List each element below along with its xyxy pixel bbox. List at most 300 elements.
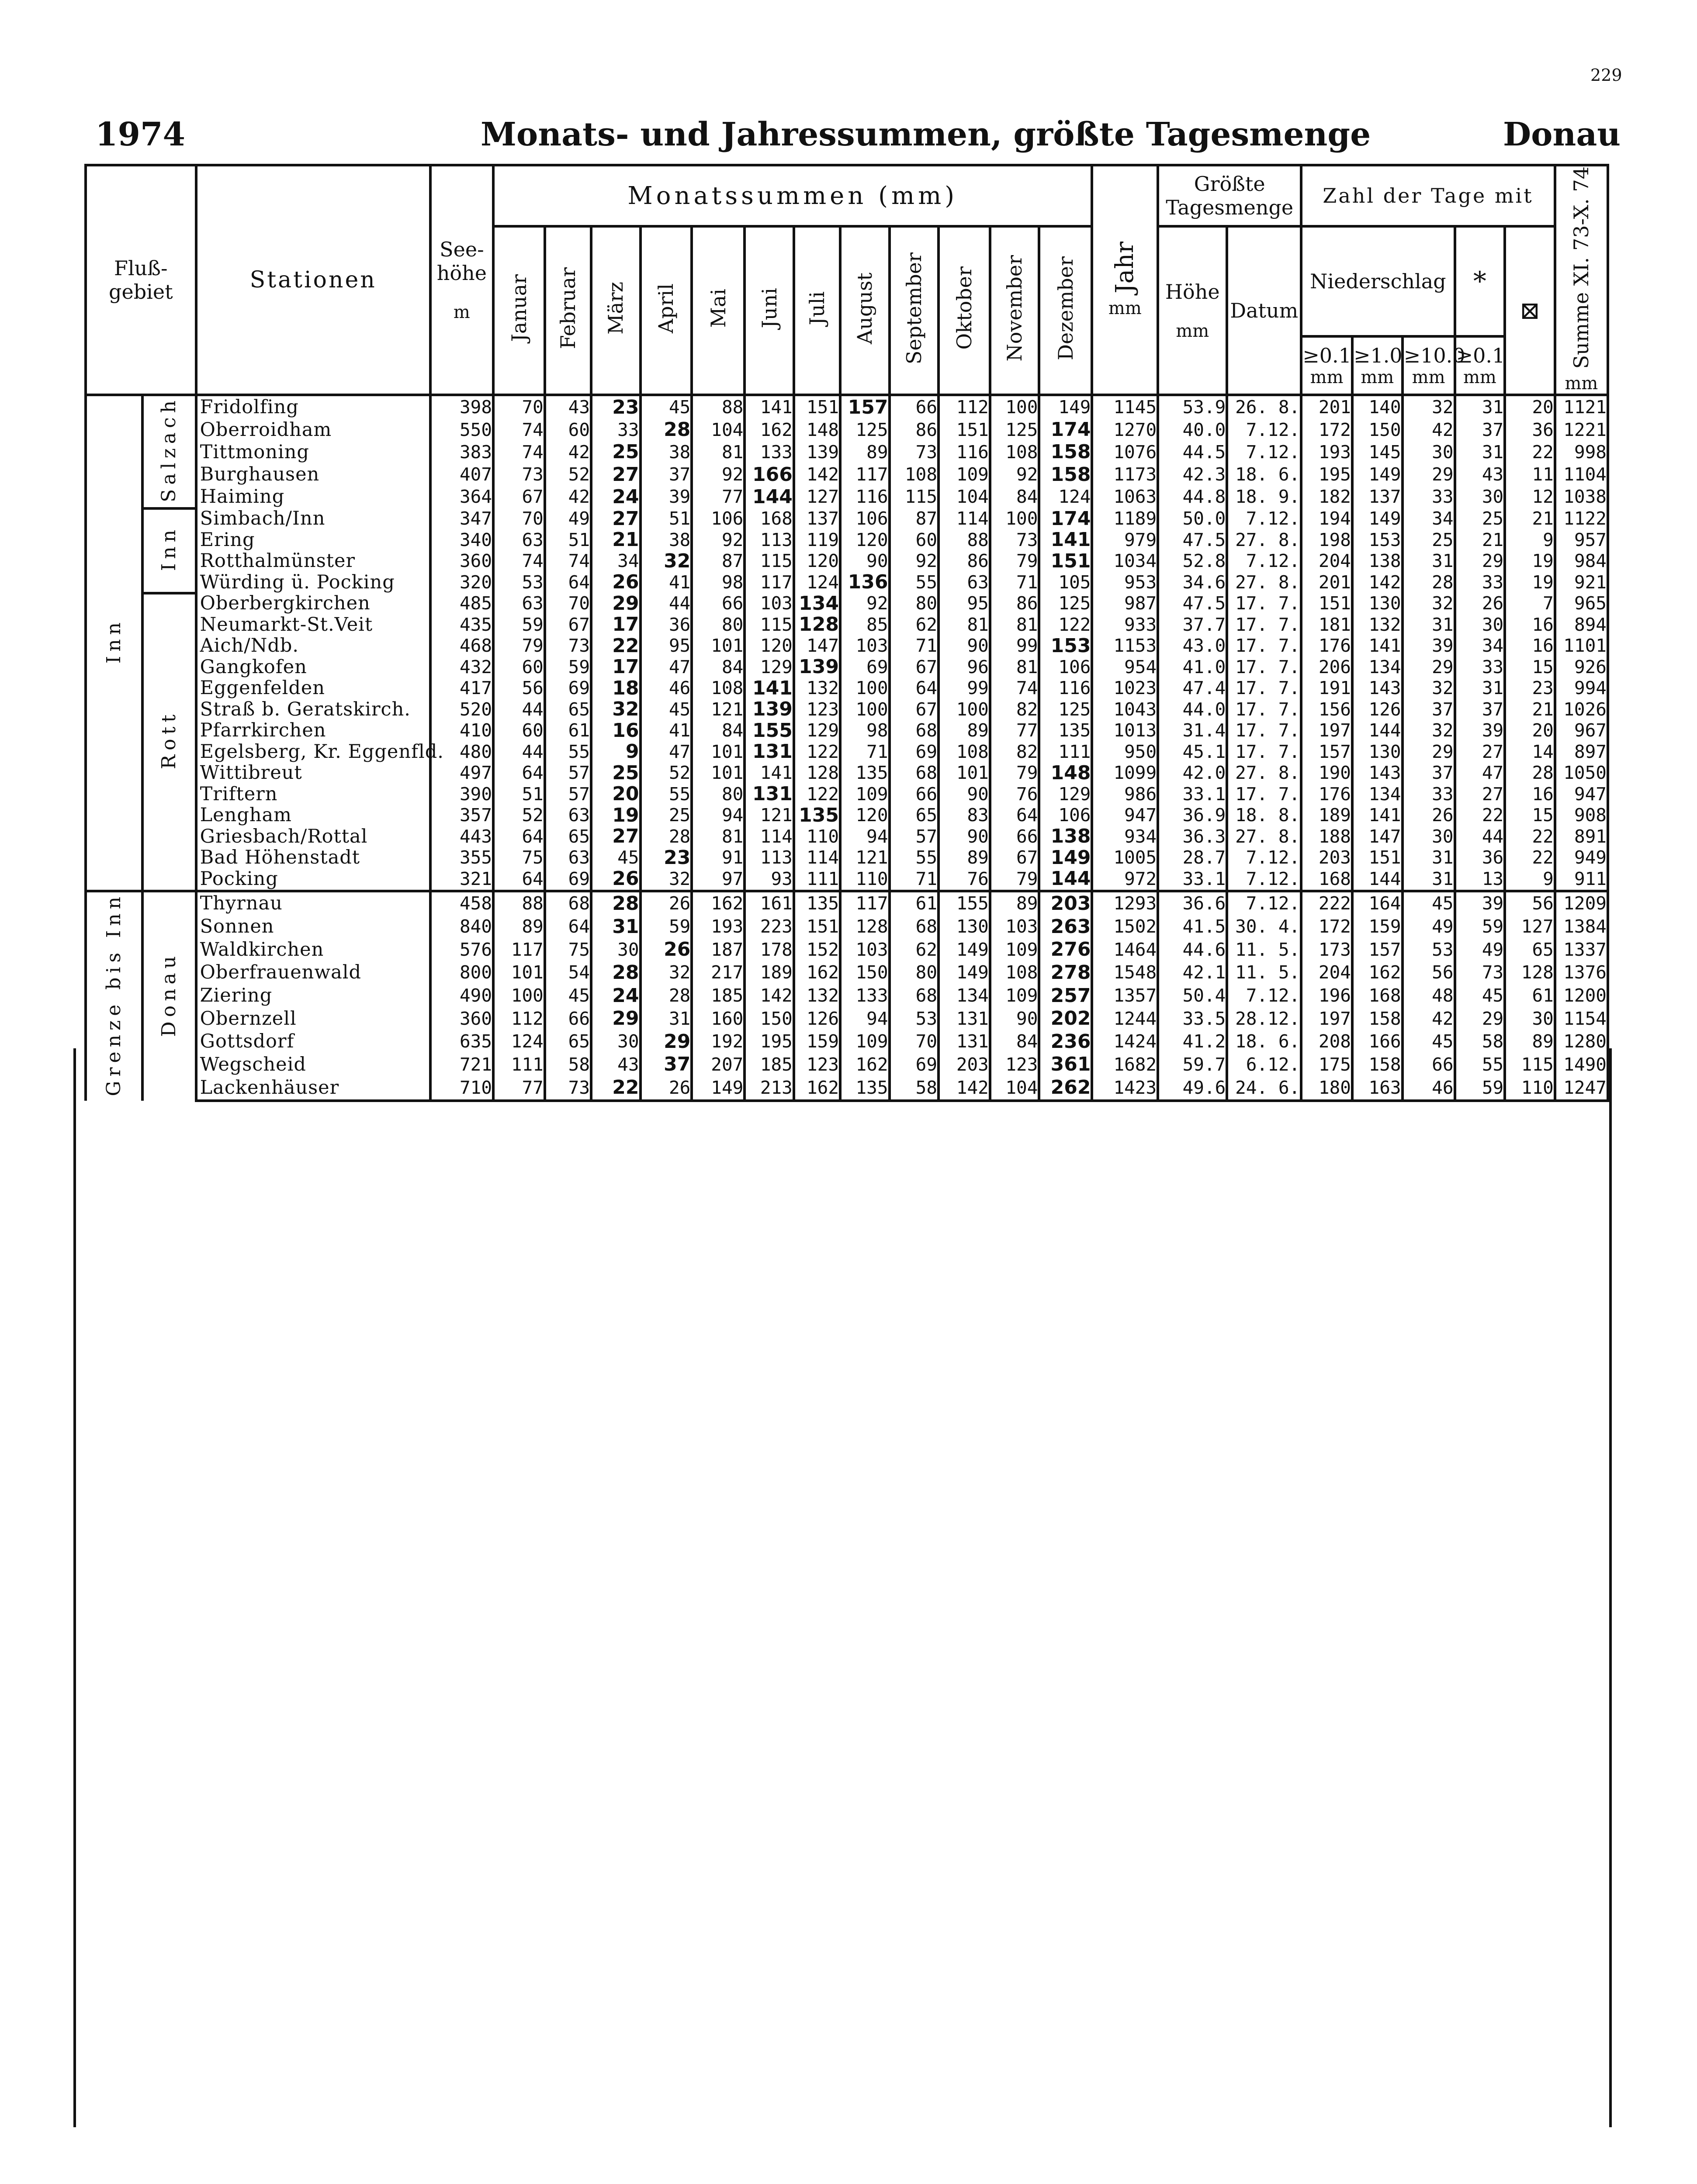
month-value — [591, 1007, 641, 1030]
month-value — [745, 784, 794, 805]
col-groesste: Größte Tagesmenge — [1158, 165, 1301, 226]
station-name: Egelsberg, Kr. Eggenfld. — [196, 741, 430, 763]
max-daily: 47.4 — [1158, 678, 1227, 699]
elevation: 480 — [430, 741, 493, 763]
year-total: 1034 — [1092, 551, 1158, 572]
month-value: 155 — [939, 891, 990, 916]
max-date: 18. 6. — [1227, 1030, 1301, 1054]
highlight-value: 24 — [612, 984, 639, 1007]
max-date: 7.12. — [1227, 419, 1301, 441]
days-snowcover: 9 — [1505, 529, 1555, 551]
days-100: 53 — [1403, 938, 1455, 961]
highlight-value: 134 — [799, 592, 839, 615]
days-10: 149 — [1352, 508, 1403, 530]
month-value: 152 — [794, 938, 840, 961]
month-value: 90 — [840, 551, 890, 572]
month-value — [1039, 508, 1092, 530]
highlight-value: 139 — [752, 698, 793, 721]
highlight-value: 166 — [752, 463, 793, 486]
days-100: 42 — [1403, 419, 1455, 441]
month-value: 51 — [545, 529, 591, 551]
highlight-value: 27 — [612, 825, 639, 848]
days-snow: 30 — [1455, 614, 1505, 636]
month-value — [794, 805, 840, 826]
max-date: 24. 6. — [1227, 1076, 1301, 1101]
month-value: 95 — [641, 636, 692, 657]
year-total: 1153 — [1092, 636, 1158, 657]
month-value — [641, 1030, 692, 1054]
month-value: 121 — [692, 699, 745, 720]
hydro-year-sum: 984 — [1555, 551, 1608, 572]
month-value: 60 — [493, 657, 545, 678]
year-total: 950 — [1092, 741, 1158, 763]
max-daily: 37.7 — [1158, 614, 1227, 636]
highlight-value: 141 — [752, 677, 793, 699]
days-snow: 39 — [1455, 720, 1505, 742]
elevation: 800 — [430, 961, 493, 985]
month-value: 55 — [545, 741, 591, 763]
hydro-year-sum: 1221 — [1555, 419, 1608, 441]
month-value: 84 — [692, 720, 745, 742]
month-value: 66 — [692, 593, 745, 615]
days-100: 29 — [1403, 741, 1455, 763]
month-value: 67 — [890, 699, 939, 720]
group-donau-label: Donau — [158, 951, 180, 1037]
station-name: Thyrnau — [196, 891, 430, 916]
table-row — [86, 868, 1608, 891]
group-inn-sub-label: Inn — [158, 525, 180, 571]
station-name: Lackenhäuser — [196, 1076, 430, 1101]
month-value: 120 — [840, 529, 890, 551]
max-date: 7.12. — [1227, 551, 1301, 572]
month-value: 116 — [939, 441, 990, 463]
month-value: 26 — [641, 1076, 692, 1101]
station-name: Gangkofen — [196, 657, 430, 678]
year-total: 1424 — [1092, 1030, 1158, 1054]
max-daily: 59.7 — [1158, 1053, 1227, 1076]
elevation: 721 — [430, 1053, 493, 1076]
month-value: 128 — [840, 916, 890, 939]
month-value — [1039, 1007, 1092, 1030]
hydro-year-sum: 1104 — [1555, 463, 1608, 486]
days-100: 37 — [1403, 763, 1455, 784]
month-value: 108 — [890, 463, 939, 486]
highlight-value: 29 — [664, 1030, 691, 1053]
month-value: 65 — [545, 699, 591, 720]
max-date: 17. 7. — [1227, 636, 1301, 657]
month-value: 36 — [641, 614, 692, 636]
days-snowcover: 19 — [1505, 551, 1555, 572]
month-value: 79 — [990, 763, 1039, 784]
month-value: 129 — [794, 720, 840, 742]
days-snow: 39 — [1455, 891, 1505, 916]
month-value: 41 — [641, 720, 692, 742]
hydro-year-sum: 1122 — [1555, 508, 1608, 530]
highlight-value: 174 — [1050, 507, 1091, 530]
month-value: 33 — [591, 419, 641, 441]
col-hoehe: Höhe mm — [1158, 226, 1227, 395]
month-value: 93 — [745, 868, 794, 891]
month-value: 88 — [939, 529, 990, 551]
days-snow: 25 — [1455, 508, 1505, 530]
days-01: 204 — [1301, 551, 1352, 572]
year-total: 979 — [1092, 529, 1158, 551]
days-100: 33 — [1403, 486, 1455, 508]
days-snow: 29 — [1455, 551, 1505, 572]
max-daily: 50.0 — [1158, 508, 1227, 530]
month-value: 61 — [545, 720, 591, 742]
days-100: 30 — [1403, 826, 1455, 847]
max-daily: 41.2 — [1158, 1030, 1227, 1054]
month-value: 86 — [990, 593, 1039, 615]
month-value: 122 — [1039, 614, 1092, 636]
month-value: 103 — [840, 938, 890, 961]
month-value: 55 — [641, 784, 692, 805]
max-daily: 42.0 — [1158, 763, 1227, 784]
col-th2: ≥1.0 mm — [1352, 336, 1403, 395]
month-value: 131 — [939, 1030, 990, 1054]
hydro-year-sum: 1490 — [1555, 1053, 1608, 1076]
days-10: 151 — [1352, 847, 1403, 869]
days-01: 181 — [1301, 614, 1352, 636]
month-value — [1039, 463, 1092, 486]
month-value — [794, 614, 840, 636]
month-value: 83 — [939, 805, 990, 826]
month-value: 82 — [990, 699, 1039, 720]
group-inn — [86, 395, 142, 891]
month-value: 117 — [745, 572, 794, 593]
days-snowcover: 20 — [1505, 395, 1555, 418]
month-value: 30 — [591, 1030, 641, 1054]
month-value: 44 — [641, 593, 692, 615]
month-value: 52 — [641, 763, 692, 784]
month-value: 134 — [939, 984, 990, 1007]
days-snow: 47 — [1455, 763, 1505, 784]
month-value: 110 — [794, 826, 840, 847]
days-snowcover: 16 — [1505, 636, 1555, 657]
month-value: 53 — [890, 1007, 939, 1030]
month-value: 135 — [794, 891, 840, 916]
month-value — [745, 463, 794, 486]
month-value — [1039, 916, 1092, 939]
month-value: 121 — [840, 847, 890, 869]
hydro-year-sum: 897 — [1555, 741, 1608, 763]
month-value: 137 — [794, 508, 840, 530]
month-value — [591, 741, 641, 763]
max-daily: 43.0 — [1158, 636, 1227, 657]
month-value: 149 — [939, 961, 990, 985]
month-value: 100 — [840, 678, 890, 699]
elevation: 458 — [430, 891, 493, 916]
month-value — [641, 938, 692, 961]
month-value: 70 — [545, 593, 591, 615]
days-100: 31 — [1403, 614, 1455, 636]
highlight-value: 136 — [848, 571, 888, 594]
days-10: 130 — [1352, 593, 1403, 615]
month-value: 81 — [939, 614, 990, 636]
days-10: 157 — [1352, 938, 1403, 961]
days-100: 25 — [1403, 529, 1455, 551]
month-september: September — [890, 226, 939, 395]
month-value: 113 — [745, 847, 794, 869]
month-value: 117 — [840, 463, 890, 486]
month-value: 75 — [545, 938, 591, 961]
table-row — [86, 463, 1608, 486]
station-name: Ering — [196, 529, 430, 551]
month-value — [840, 395, 890, 418]
highlight-value: 158 — [1050, 441, 1091, 463]
month-value — [794, 593, 840, 615]
days-10: 132 — [1352, 614, 1403, 636]
days-10: 137 — [1352, 486, 1403, 508]
station-name: Burghausen — [196, 463, 430, 486]
month-value: 151 — [794, 395, 840, 418]
month-value: 43 — [591, 1053, 641, 1076]
month-value: 59 — [545, 657, 591, 678]
month-value: 58 — [545, 1053, 591, 1076]
days-10: 126 — [1352, 699, 1403, 720]
days-snowcover: 19 — [1505, 572, 1555, 593]
days-01: 222 — [1301, 891, 1352, 916]
hydro-year-sum: 965 — [1555, 593, 1608, 615]
block-grenze — [86, 891, 1608, 1101]
max-date: 7.12. — [1227, 441, 1301, 463]
max-date: 27. 8. — [1227, 826, 1301, 847]
days-snowcover: 9 — [1505, 868, 1555, 891]
max-date: 27. 8. — [1227, 763, 1301, 784]
month-value: 59 — [641, 916, 692, 939]
max-daily: 41.5 — [1158, 916, 1227, 939]
month-value: 115 — [890, 486, 939, 508]
month-value: 106 — [1039, 805, 1092, 826]
highlight-value: 144 — [752, 485, 793, 508]
month-juni: Juni — [745, 226, 794, 395]
max-daily: 42.1 — [1158, 961, 1227, 985]
elevation: 398 — [430, 395, 493, 418]
elevation: 576 — [430, 938, 493, 961]
month-value: 73 — [493, 463, 545, 486]
max-date: 27. 8. — [1227, 529, 1301, 551]
month-value: 149 — [1039, 395, 1092, 418]
month-value: 74 — [493, 441, 545, 463]
days-100: 31 — [1403, 847, 1455, 869]
month-value: 97 — [692, 868, 745, 891]
days-10: 144 — [1352, 720, 1403, 742]
month-value: 95 — [939, 593, 990, 615]
col-seehoehe: See-höhe m — [430, 165, 493, 395]
month-value: 100 — [939, 699, 990, 720]
hydro-year-sum: 1101 — [1555, 636, 1608, 657]
month-value: 49 — [545, 508, 591, 530]
month-value: 101 — [692, 636, 745, 657]
month-value: 87 — [890, 508, 939, 530]
month-value: 65 — [545, 1030, 591, 1054]
days-snowcover: 12 — [1505, 486, 1555, 508]
col-zahl-tage: Zahl der Tage mit — [1301, 165, 1555, 226]
month-value: 62 — [890, 938, 939, 961]
table-row — [86, 419, 1608, 441]
month-value: 112 — [939, 395, 990, 418]
station-name: Oberbergkirchen — [196, 593, 430, 615]
month-value: 108 — [939, 741, 990, 763]
month-value: 60 — [545, 419, 591, 441]
highlight-value: 25 — [612, 441, 639, 463]
month-value: 75 — [493, 847, 545, 869]
month-value: 56 — [493, 678, 545, 699]
year-total: 1502 — [1092, 916, 1158, 939]
days-10: 153 — [1352, 529, 1403, 551]
highlight-value: 31 — [612, 915, 639, 938]
month-value: 54 — [545, 961, 591, 985]
max-daily: 49.6 — [1158, 1076, 1227, 1101]
highlight-value: 27 — [612, 463, 639, 486]
days-01: 168 — [1301, 868, 1352, 891]
hydro-year-sum: 1154 — [1555, 1007, 1608, 1030]
group-rott — [142, 593, 196, 891]
month-value — [745, 699, 794, 720]
days-10: 130 — [1352, 741, 1403, 763]
table-row — [86, 763, 1608, 784]
month-value: 150 — [745, 1007, 794, 1030]
month-value: 47 — [641, 657, 692, 678]
hydro-year-sum: 1280 — [1555, 1030, 1608, 1054]
month-value: 69 — [545, 868, 591, 891]
station-name: Waldkirchen — [196, 938, 430, 961]
days-10: 158 — [1352, 1053, 1403, 1076]
days-100: 42 — [1403, 1007, 1455, 1030]
month-value: 149 — [692, 1076, 745, 1101]
month-value: 89 — [840, 441, 890, 463]
group-inn-sub — [142, 508, 196, 593]
month-value: 120 — [840, 805, 890, 826]
station-name: Wittibreut — [196, 763, 430, 784]
elevation: 355 — [430, 847, 493, 869]
station-name: Obernzell — [196, 1007, 430, 1030]
highlight-value: 141 — [1050, 529, 1091, 551]
month-value: 126 — [794, 1007, 840, 1030]
month-value: 116 — [840, 486, 890, 508]
highlight-value: 26 — [612, 867, 639, 890]
group-grenze-label: Grenze bis Inn — [103, 892, 125, 1096]
table-row — [86, 916, 1608, 939]
highlight-value: 20 — [612, 783, 639, 805]
station-name: Sonnen — [196, 916, 430, 939]
year-total: 953 — [1092, 572, 1158, 593]
month-value: 90 — [939, 636, 990, 657]
month-value — [591, 395, 641, 418]
month-value: 67 — [890, 657, 939, 678]
station-name: Oberfrauenwald — [196, 961, 430, 985]
month-value: 25 — [641, 805, 692, 826]
table-row — [86, 678, 1608, 699]
month-value — [591, 593, 641, 615]
month-value: 185 — [745, 1053, 794, 1076]
table-row — [86, 784, 1608, 805]
month-value: 68 — [890, 720, 939, 742]
days-01: 197 — [1301, 720, 1352, 742]
max-date: 6.12. — [1227, 1053, 1301, 1076]
month-value: 90 — [990, 1007, 1039, 1030]
days-01: 157 — [1301, 741, 1352, 763]
max-date: 18. 6. — [1227, 463, 1301, 486]
month-value — [840, 572, 890, 593]
days-100: 37 — [1403, 699, 1455, 720]
days-snow: 45 — [1455, 984, 1505, 1007]
station-name: Gottsdorf — [196, 1030, 430, 1054]
group-grenze — [86, 891, 142, 1101]
days-snowcover: 36 — [1505, 419, 1555, 441]
month-value: 139 — [794, 441, 840, 463]
days-snowcover: 16 — [1505, 784, 1555, 805]
days-01: 175 — [1301, 1053, 1352, 1076]
month-value: 52 — [545, 463, 591, 486]
month-value: 32 — [641, 868, 692, 891]
highlight-value: 131 — [752, 783, 793, 805]
highlight-value: 22 — [612, 1076, 639, 1099]
month-value — [1039, 826, 1092, 847]
month-value — [591, 984, 641, 1007]
month-value: 162 — [692, 891, 745, 916]
days-snow: 13 — [1455, 868, 1505, 891]
month-value: 114 — [939, 508, 990, 530]
max-daily: 33.1 — [1158, 784, 1227, 805]
month-value: 94 — [840, 826, 890, 847]
highlight-value: 149 — [1050, 846, 1091, 869]
days-snow: 31 — [1455, 678, 1505, 699]
max-date: 7.12. — [1227, 847, 1301, 869]
month-value: 68 — [890, 984, 939, 1007]
max-daily: 33.5 — [1158, 1007, 1227, 1030]
month-value: 111 — [493, 1053, 545, 1076]
month-value: 57 — [545, 784, 591, 805]
year-total: 1013 — [1092, 720, 1158, 742]
month-value: 73 — [545, 636, 591, 657]
days-10: 159 — [1352, 916, 1403, 939]
highlight-value: 361 — [1050, 1053, 1091, 1076]
month-value: 65 — [545, 826, 591, 847]
elevation: 340 — [430, 529, 493, 551]
days-100: 29 — [1403, 657, 1455, 678]
group-donau — [142, 891, 196, 1101]
month-value: 92 — [990, 463, 1039, 486]
days-snow: 73 — [1455, 961, 1505, 985]
days-snow: 49 — [1455, 938, 1505, 961]
month-value: 185 — [692, 984, 745, 1007]
month-value: 45 — [641, 699, 692, 720]
frame-left-line — [73, 1048, 76, 2127]
highlight-value: 202 — [1050, 1007, 1091, 1030]
month-value — [591, 614, 641, 636]
days-01: 196 — [1301, 984, 1352, 1007]
elevation: 364 — [430, 486, 493, 508]
days-01: 195 — [1301, 463, 1352, 486]
table-row — [86, 486, 1608, 508]
days-snowcover: 15 — [1505, 805, 1555, 826]
month-value: 64 — [545, 572, 591, 593]
days-snowcover: 115 — [1505, 1053, 1555, 1076]
days-100: 39 — [1403, 636, 1455, 657]
month-value — [641, 847, 692, 869]
month-value: 88 — [493, 891, 545, 916]
days-snow: 30 — [1455, 486, 1505, 508]
month-value: 104 — [692, 419, 745, 441]
days-100: 26 — [1403, 805, 1455, 826]
month-value: 161 — [745, 891, 794, 916]
precipitation-table — [84, 164, 1609, 1102]
days-01: 204 — [1301, 961, 1352, 985]
table-row — [86, 441, 1608, 463]
year-total: 954 — [1092, 657, 1158, 678]
